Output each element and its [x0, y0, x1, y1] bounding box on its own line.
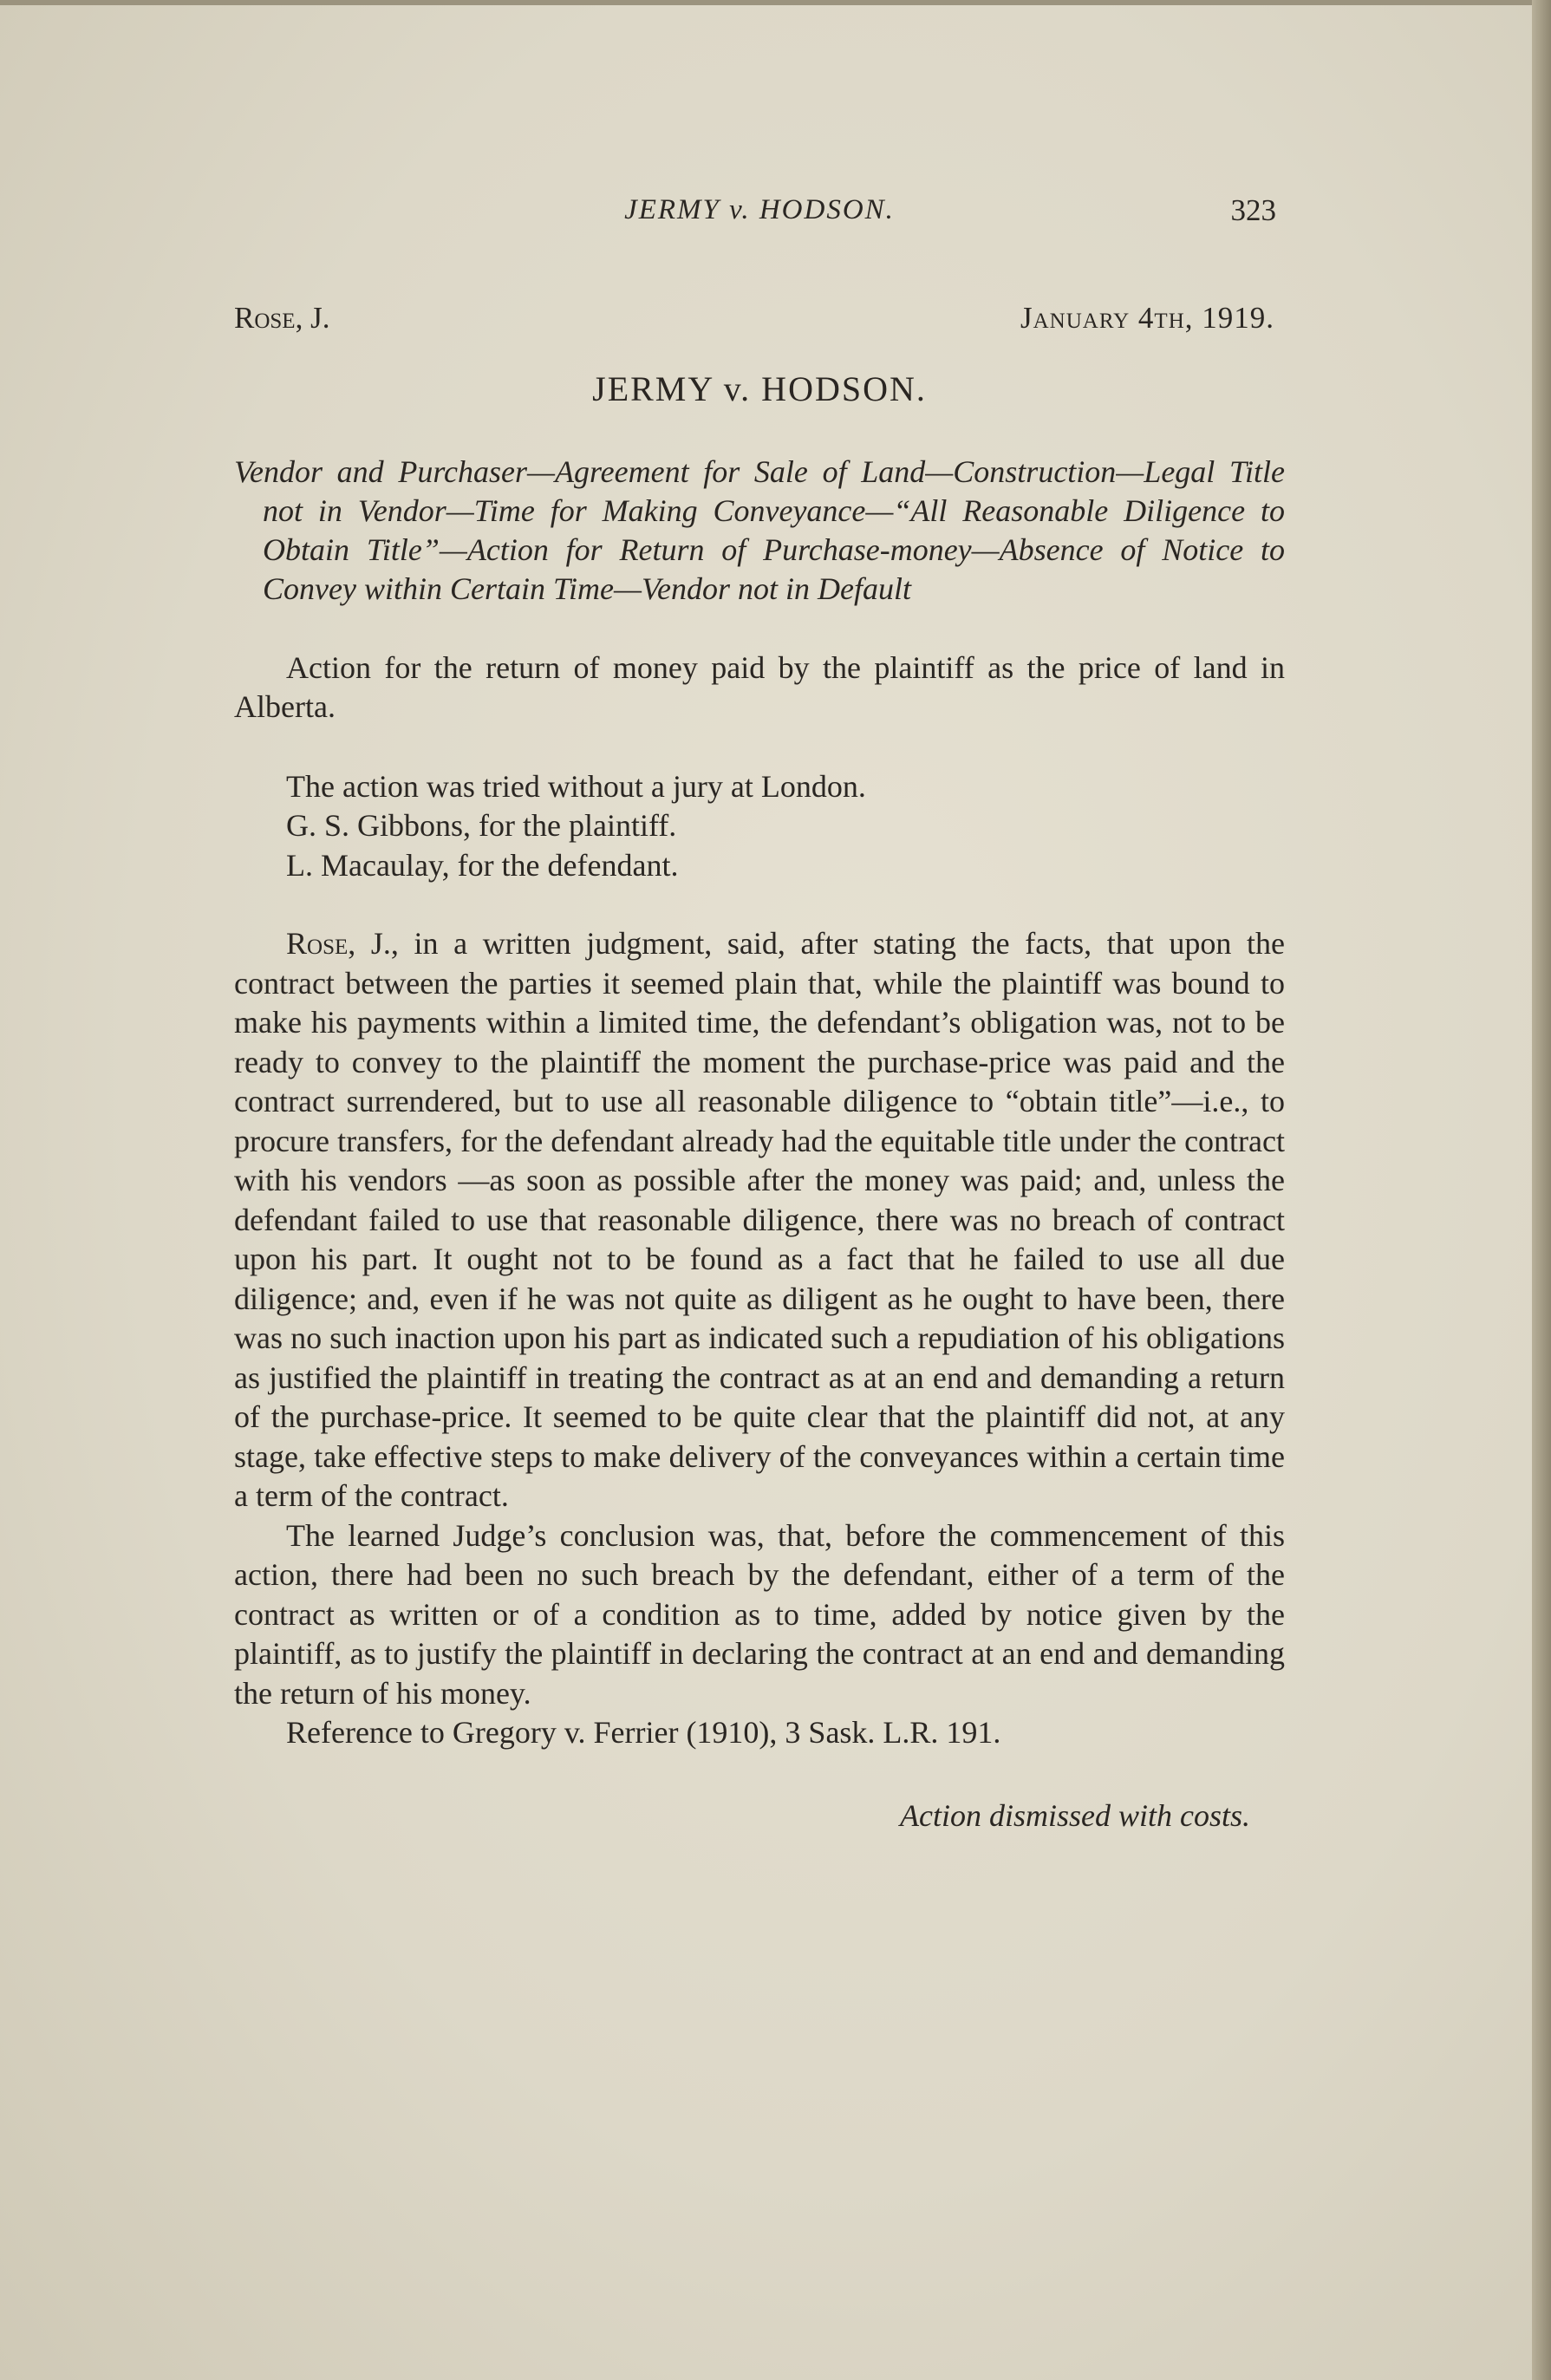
- page-number: 323: [1230, 193, 1276, 227]
- judgment-judge-name: Rose, J.: [286, 926, 391, 961]
- conclusion-paragraph: The learned Judge’s conclusion was, that, before the commencement of this action, there had been no such breach by the defendant, either of a term of the contract as written or of a condition as to time, added by notice given by the plaintiff, as to justify the plaintiff in declaring the contract at an end and demanding the return of his money.: [234, 1517, 1285, 1711]
- headnote: Vendor and Purchaser—Agreement for Sale of Land—Construction—Legal Title not in Vendor—Time for Making Conveyance—“All Reasonable Diligence to Obtain Title”—Action for Return of Purchase-money—Absence of Notice to Convey within Certain Time—Vendor not in Default: [234, 453, 1285, 606]
- page-content: [234, 191, 1285, 1836]
- counsel-defendant: L. Macaulay, for the defendant.: [286, 847, 679, 883]
- case-title: JERMY v. HODSON.: [592, 369, 927, 408]
- judgment-text: , in a written judgment, said, after stating the facts, that upon the contract between the parties it seemed plain that, while the plaintiff was bound to make his payments within a limited time, the defendant’s obligation was, not to be ready to convey to the plaintiff the moment the purchase-price was paid and the contract surrendered, but to use all reasonable diligence to “obtain title”—i.e., to procure transfers, for the defendant already had the equitable title under the contract with his vendors —as soon as possible after the money was paid; and, unless the defendant failed to use that reasonable diligence, there was no breach of contract upon his part. It ought not to be found as a fact that he failed to use all due diligence; and, even if he was not quite as diligent as he ought to have been, there was no such inaction upon his part as indicated such a repudiation of his obligations as justified the plaintiff in treating the contract as at an end and demanding a return of the purchase-price. It seemed to be quite clear that the plaintiff did not, at any stage, take effective steps to make delivery of the conveyances within a certain time a term of the contract.: [234, 926, 1285, 1513]
- running-head-title: JERMY v. HODSON.: [624, 194, 895, 225]
- judge-name: Rose, J.: [234, 301, 330, 335]
- intro-paragraph: Action for the return of money paid by the plaintiff as the price of land in Alberta.: [234, 649, 1285, 724]
- trial-line: The action was tried without a jury at London.: [286, 768, 866, 804]
- running-head: [234, 191, 1285, 232]
- disposition: Action dismissed with costs.: [900, 1797, 1250, 1833]
- counsel-plaintiff: G. S. Gibbons, for the plaintiff.: [286, 808, 677, 843]
- judgment-date: January 4th, 1919.: [1020, 301, 1274, 335]
- page-top-edge: [0, 0, 1551, 5]
- trial-details: [234, 767, 1285, 886]
- case-meta-row: [234, 298, 1285, 338]
- reference-paragraph: Reference to Gregory v. Ferrier (1910), 3 Sask. L.R. 191.: [286, 1715, 1001, 1750]
- page-binding-edge: [1532, 0, 1551, 2380]
- judgment-paragraph: [234, 924, 1285, 1516]
